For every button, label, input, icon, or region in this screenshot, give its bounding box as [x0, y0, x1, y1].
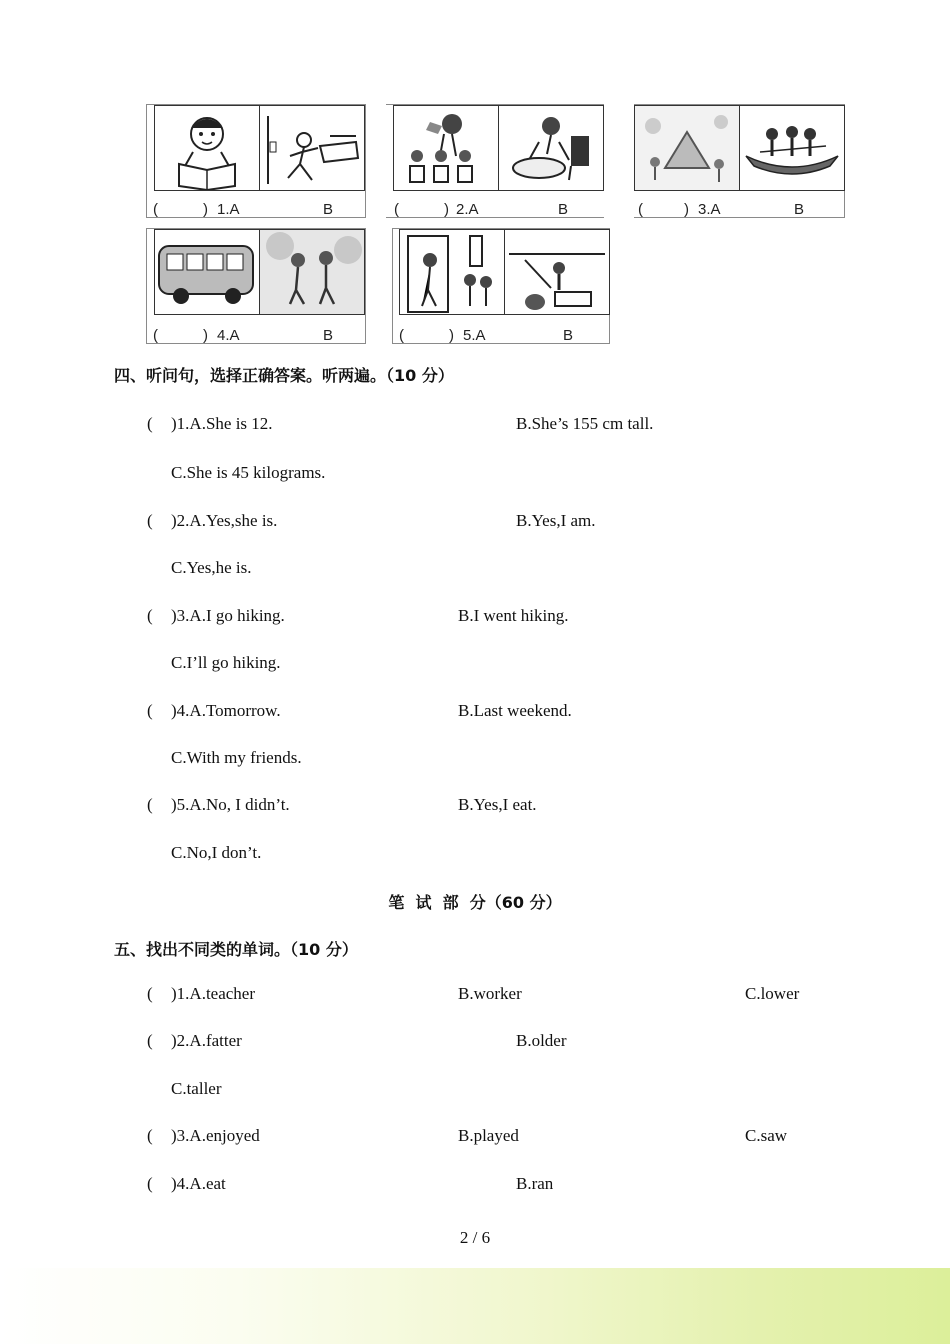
- answer-bracket[interactable]: (: [147, 414, 153, 433]
- answer-bracket-close: ): [449, 327, 454, 344]
- picture-2-b-label: B: [558, 201, 569, 218]
- q4-1-option-b: B.She’s 155 cm tall.: [516, 414, 654, 433]
- picture-2-a-label: 2.A: [456, 201, 479, 218]
- boy-running-icon: [260, 106, 364, 190]
- picture-3-a-label: 3.A: [698, 201, 721, 218]
- picture-1b: [259, 105, 365, 191]
- picture-2b: [498, 105, 604, 191]
- q5-1-option-b: B.worker: [458, 984, 522, 1003]
- picture-4b: [259, 229, 365, 315]
- q4-4-option-a: )4.A.Tomorrow.: [171, 701, 281, 720]
- answer-bracket-close: ): [203, 327, 208, 344]
- written-part-title: 笔 试 部 分（60 分）: [388, 893, 562, 912]
- q5-3-option-a: )3.A.enjoyed: [171, 1126, 260, 1145]
- q4-2-option-a: )2.A.Yes,she is.: [171, 511, 278, 530]
- answer-bracket[interactable]: (: [147, 1174, 153, 1193]
- q4-1-option-a: )1.A.She is 12.: [171, 414, 273, 433]
- q5-2-option-b: B.older: [516, 1031, 567, 1050]
- section4-title: 四、听问句，选择正确答案。听两遍。（10 分）: [114, 366, 454, 385]
- q4-2-option-c: C.Yes,he is.: [171, 558, 252, 577]
- picture-5-a-label: 5.A: [463, 327, 486, 344]
- q4-1-option-c: C.She is 45 kilograms.: [171, 463, 326, 482]
- children-rowing-boat-icon: [740, 106, 844, 190]
- answer-bracket-close: ): [684, 201, 689, 218]
- q4-4-option-c: C.With my friends.: [171, 748, 302, 767]
- q4-3-option-c: C.I’ll go hiking.: [171, 653, 281, 672]
- q4-4-option-b: B.Last weekend.: [458, 701, 572, 720]
- boy-reading-icon: [155, 106, 259, 190]
- answer-bracket[interactable]: (: [147, 795, 153, 814]
- answer-bracket[interactable]: (: [147, 1126, 153, 1145]
- picture-1a: [154, 105, 260, 191]
- picture-3a: [634, 105, 740, 191]
- q4-5-option-a: )5.A.No, I didn’t.: [171, 795, 290, 814]
- footer-decoration: [0, 1268, 950, 1344]
- picture-4-b-label: B: [323, 327, 334, 344]
- q5-4-option-b: B.ran: [516, 1174, 554, 1193]
- school-bus-icon: [155, 230, 259, 314]
- answer-bracket-open[interactable]: (: [153, 327, 158, 344]
- picture-group-1: [146, 104, 366, 218]
- q5-1-option-c: C.lower: [745, 984, 800, 1003]
- answer-bracket-open[interactable]: (: [394, 201, 399, 218]
- picture-group-5: [392, 228, 610, 344]
- picture-group-3: [634, 104, 845, 218]
- q5-3-option-c: C.saw: [745, 1126, 788, 1145]
- q4-3-option-a: )3.A.I go hiking.: [171, 606, 285, 625]
- picture-3-b-label: B: [794, 201, 805, 218]
- classroom-door-icon: [400, 230, 504, 314]
- picture-3b: [739, 105, 845, 191]
- picture-4-a-label: 4.A: [217, 327, 240, 344]
- picture-group-4: [146, 228, 366, 344]
- q4-3-option-b: B.I went hiking.: [458, 606, 569, 625]
- q5-2-option-c: C.taller: [171, 1079, 222, 1098]
- picture-5a: [399, 229, 505, 315]
- answer-bracket[interactable]: (: [147, 1031, 153, 1050]
- picture-1-a-label: 1.A: [217, 201, 240, 218]
- picture-group-2: [386, 104, 604, 218]
- q5-1-option-a: )1.A.teacher: [171, 984, 256, 1003]
- answer-bracket[interactable]: (: [147, 701, 153, 720]
- q5-3-option-b: B.played: [458, 1126, 519, 1145]
- q5-4-option-a: )4.A.eat: [171, 1174, 226, 1193]
- answer-bracket-open[interactable]: (: [399, 327, 404, 344]
- q4-5-option-b: B.Yes,I eat.: [458, 795, 537, 814]
- children-walking-icon: [260, 230, 364, 314]
- picture-5b: [504, 229, 610, 315]
- teacher-blackboard-icon: [505, 230, 609, 314]
- answer-bracket-open[interactable]: (: [638, 201, 643, 218]
- picture-1-b-label: B: [323, 201, 334, 218]
- girl-watering-flowers-icon: [394, 106, 498, 190]
- page-number: 2 / 6: [459, 1228, 491, 1247]
- camping-tent-icon: [635, 106, 739, 190]
- answer-bracket-open[interactable]: (: [153, 201, 158, 218]
- answer-bracket-close: ): [203, 201, 208, 218]
- answer-bracket[interactable]: (: [147, 511, 153, 530]
- picture-4a: [154, 229, 260, 315]
- girl-washing-clothes-icon: [499, 106, 603, 190]
- picture-5-b-label: B: [563, 327, 574, 344]
- q4-2-option-b: B.Yes,I am.: [516, 511, 596, 530]
- picture-2a: [393, 105, 499, 191]
- answer-bracket-close: ): [444, 201, 449, 218]
- q5-2-option-a: )2.A.fatter: [171, 1031, 242, 1050]
- answer-bracket[interactable]: (: [147, 606, 153, 625]
- answer-bracket[interactable]: (: [147, 984, 153, 1003]
- q4-5-option-c: C.No,I don’t.: [171, 843, 262, 862]
- section5-title: 五、找出不同类的单词。（10 分）: [114, 940, 358, 959]
